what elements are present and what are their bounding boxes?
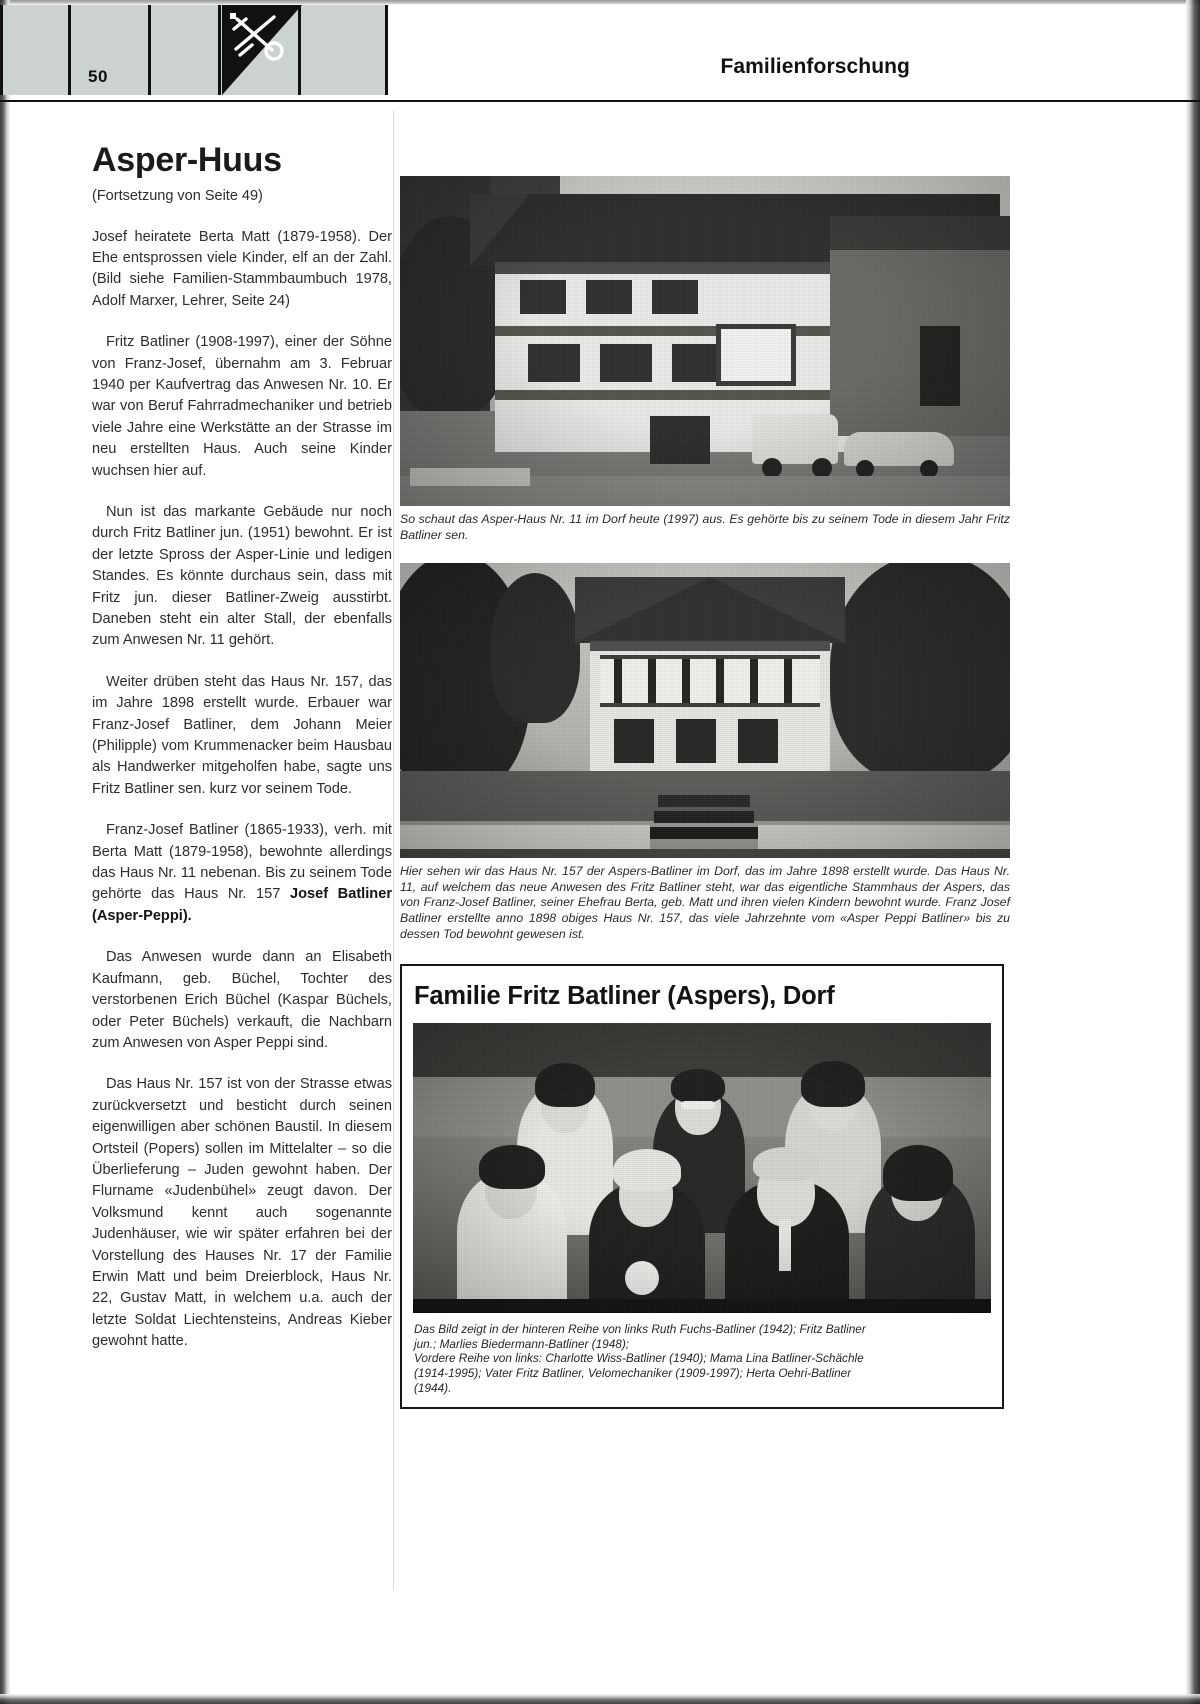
article-paragraph: Nun ist das markante Gebäude nur noch durch Fritz Batliner jun. (1951) bewohnt. Er ist der letzte Spross der Asper-Linie und ledigen Standes. Es könnte durchaus sein, dass mit Fritz jun. dieser Batliner-Zweig ausstirbt. Daneben steht ein alter Stall, der ebenfalls zum Anwesen Nr. 11 gehört.	[92, 503, 392, 649]
article-title: Asper-Huus	[92, 141, 282, 179]
figure-column	[400, 176, 1010, 1409]
family-photo-caption	[414, 1322, 992, 1395]
family-caption-line: Vordere Reihe von links: Charlotte Wiss-Batliner (1940); Mama Lina Batliner-Schächle	[414, 1351, 864, 1366]
article-paragraph: Das Anwesen wurde dann an Elisabeth Kaufmann, geb. Büchel, Tochter des verstorbenen Erich Büchel (Kaspar Büchels, oder Peter Büchels) verkauft, die Nachbarn zum Anwesen von Asper Peppi sind.	[92, 949, 392, 1051]
article-paragraph: Das Haus Nr. 157 ist von der Strasse etwas zurückversetzt und besticht durch seinen eigenwilligen aber schönen Baustil. In diesem Ortsteil (Popers) sollen im Mittelalter – so die Überlieferung – Juden gewohnt haben. Der Flurname «Judenbühel» zeugt davon. Der Volksmund kennt auch sogenannte Judenhäuser, wie wir später erfahren bei der Vorstellung des Hauses Nr. 17 der Familie Erwin Matt und beim Dreierblock, Haus Nr. 22, Gustav Matt, in welchem u.a. auch der letzte Soldat Liechtensteins, Andreas Kieber gewohnt hatte.	[92, 1076, 392, 1350]
article-paragraph: Weiter drüben steht das Haus Nr. 157, das im Jahre 1898 erstellt wurde. Erbauer war Franz-Josef Batliner, dem Johann Meier (Philipple) vom Krummenacker beim Hausbau als Handwerker mitgeholfen habe, sagte uns Fritz Batliner sen. kurz vor seinem Tode.	[92, 673, 392, 797]
article-paragraph: Josef heiratete Berta Matt (1879-1958). Der Ehe entsprossen viele Kinder, elf an der Zahl. (Bild siehe Familien-Stammbaumbuch 1978, Adolf Marxer, Lehrer, Seite 24)	[92, 228, 392, 309]
section-title: Familienforschung	[720, 55, 910, 78]
article-paragraph: Fritz Batliner (1908-1997), einer der Söhne von Franz-Josef, übernahm am 3. Februar 1940 per Kaufvertrag das Anwesen Nr. 10. Er war von Beruf Fahrradmechaniker und betrieb viele Jahre eine Werkstätte an der Strasse im neu erstellten Haus. Auch seine Kinder wuchsen hier auf.	[92, 334, 392, 479]
family-caption-line: jun.; Marlies Biedermann-Batliner (1948);	[414, 1336, 630, 1351]
paragraph-bold-name: Josef Batliner (Asper-Peppi).	[92, 886, 392, 924]
haus-nr-157-photo	[400, 563, 1010, 858]
family-caption-line: (1914-1995); Vater Fritz Batliner, Velomechaniker (1909-1997); Herta Oehri-Batliner	[414, 1365, 852, 1380]
crossed-sword-key-emblem-icon	[222, 5, 302, 95]
column-divider	[393, 110, 394, 1590]
asper-haus-nr-11-photo	[400, 176, 1010, 506]
family-caption-line: (1944).	[414, 1380, 452, 1395]
paragraph-text-before-bold: Franz-Josef Batliner (1865-1933), verh. mit Berta Matt (1879-1958), bewohnte allerdings das Haus Nr. 11 nebenan. Bis zu seinem Tode gehörte das Haus Nr. 157	[92, 822, 392, 903]
scan-edge-left	[0, 0, 10, 1704]
figure-caption: So schaut das Asper-Haus Nr. 11 im Dorf heute (1997) aus. Es gehörte bis zu seinem Tode in diesem Jahr Fritz Batliner sen.	[400, 512, 1010, 542]
header-rule	[0, 100, 1200, 102]
scan-edge-right	[1186, 0, 1200, 1704]
article-text-column	[92, 143, 392, 1373]
family-portrait-box	[400, 964, 1004, 1409]
article-paragraph-with-bold	[92, 820, 392, 927]
family-caption-line: Das Bild zeigt in der hinteren Reihe von links Ruth Fuchs-Batliner (1942); Fritz Batliner	[414, 1322, 866, 1337]
family-box-title: Familie Fritz Batliner (Aspers), Dorf	[414, 982, 835, 1011]
page-number: 50	[88, 67, 108, 86]
scan-edge-bottom	[0, 1694, 1200, 1704]
magazine-logo	[0, 5, 388, 95]
page-header	[0, 5, 1200, 97]
article-subtitle: (Fortsetzung von Seite 49)	[92, 187, 263, 204]
family-portrait-photo	[413, 1023, 991, 1313]
figure-caption: Hier sehen wir das Haus Nr. 157 der Aspers-Batliner im Dorf, das im Jahre 1898 erstellt wurde. Das Haus Nr. 11, auf welchem das neue Anwesen des Fritz Batliner steht, war das eigentliche Stammhaus der Aspers, das von Franz-Josef Batliner, seiner Ehefrau Berta, geb. Matt und ihren vielen Kindern bewohnt wurde. Franz Josef Batliner erstellte anno 1898 obiges Haus Nr. 157, das viele Jahrzehnte vom «Asper Peppi Batliner» bis zu dessen Tod bewohnt gewesen ist.	[400, 864, 1010, 941]
